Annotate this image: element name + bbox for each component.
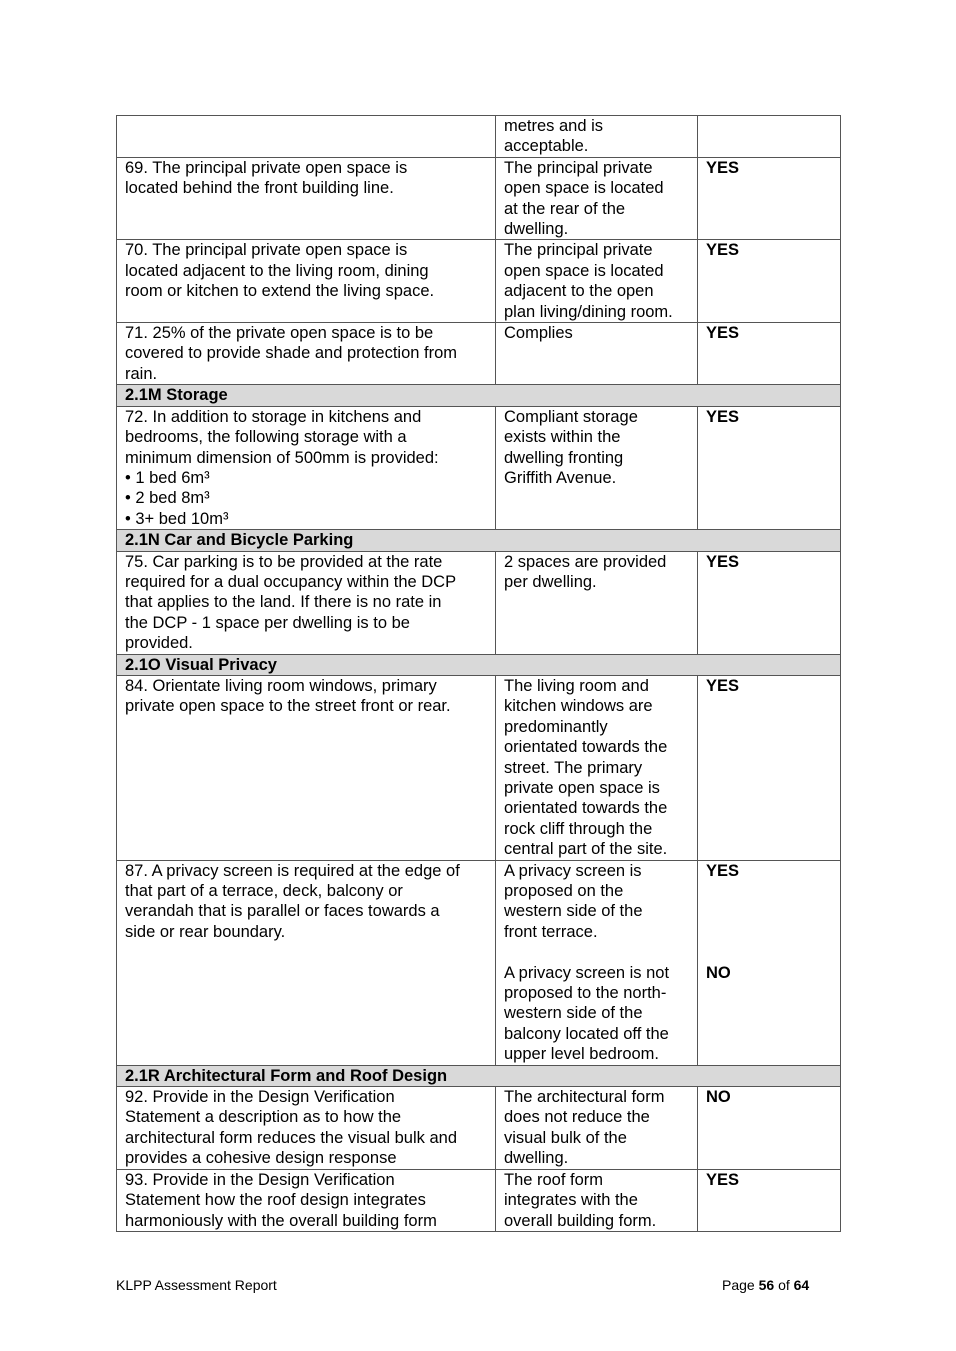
cell-text-line: 71. 25% of the private open space is to be — [125, 324, 434, 343]
comment-cell — [496, 116, 698, 158]
comment-cell — [496, 860, 698, 1065]
section-heading: 2.1O Visual Privacy — [117, 654, 841, 675]
requirement-cell — [117, 406, 496, 529]
cell-text-line: per dwelling. — [504, 572, 597, 591]
cell-text-line: dwelling. — [504, 1149, 569, 1168]
cell-text-line: room or kitchen to extend the living space. — [125, 282, 435, 301]
requirement-cell — [117, 116, 496, 158]
cell-text-line: central part of the site. — [504, 840, 668, 859]
assessment-table-body — [117, 116, 841, 1232]
cell-text-line: that part of a terrace, deck, balcony or — [125, 882, 403, 901]
compliance-cell — [698, 551, 841, 654]
cell-text-line: A privacy screen is not — [504, 963, 670, 982]
cell-text-line: The roof form — [504, 1170, 604, 1189]
compliance-cell — [698, 1087, 841, 1170]
cell-text-line: metres and is — [504, 117, 604, 135]
table-row — [117, 406, 841, 529]
comment-cell — [496, 240, 698, 323]
cell-text-line: NO — [706, 963, 731, 982]
cell-text-line: does not reduce the — [504, 1108, 650, 1127]
cell-text-line: Griffith Avenue. — [504, 468, 617, 487]
cell-text-line: located adjacent to the living room, dining — [125, 261, 429, 280]
comment-cell — [496, 406, 698, 529]
cell-text-line: minimum dimension of 500mm is provided: — [125, 448, 439, 467]
requirement-cell — [117, 675, 496, 860]
cell-text-line: verandah that is parallel or faces towards a — [125, 902, 440, 921]
section-heading-row — [117, 654, 841, 675]
table-row — [117, 675, 841, 860]
cell-text-line: dwelling fronting — [504, 448, 624, 467]
cell-text-line: orientated towards the — [504, 799, 668, 818]
comment-cell — [496, 551, 698, 654]
requirement-cell — [117, 860, 496, 1065]
cell-text-line: rain. — [125, 364, 158, 383]
cell-text-line: open space is located — [504, 179, 664, 198]
requirement-cell — [117, 551, 496, 654]
cell-text-line: NO — [706, 1088, 731, 1107]
cell-text-line: YES — [706, 324, 740, 343]
table-row — [117, 240, 841, 323]
cell-text-line: The principal private — [504, 158, 653, 177]
cell-text-line: The architectural form — [504, 1088, 665, 1107]
section-heading: 2.1M Storage — [117, 385, 841, 406]
cell-text-line: dwelling. — [504, 220, 569, 239]
compliance-cell — [698, 116, 841, 158]
cell-text-line: 92. Provide in the Design Verification — [125, 1088, 395, 1107]
blank-line — [706, 922, 832, 942]
cell-text-line: provides a cohesive design response — [125, 1149, 397, 1168]
cell-text-line: 70. The principal private open space is — [125, 241, 408, 260]
cell-text-line: The living room and — [504, 676, 649, 695]
cell-text-line: covered to provide shade and protection from — [125, 344, 458, 363]
cell-text-line: proposed to the north- — [504, 984, 667, 1003]
cell-text-line: YES — [706, 158, 740, 177]
cell-text-line: 84. Orientate living room windows, primary — [125, 676, 437, 695]
cell-text-line: open space is located — [504, 261, 664, 280]
cell-text-line: at the rear of the — [504, 199, 626, 218]
cell-text-line: harmoniously with the overall building form — [125, 1211, 437, 1230]
comment-cell — [496, 1169, 698, 1231]
cell-text-line: acceptable. — [504, 137, 589, 156]
cell-text-line: the DCP - 1 space per dwelling is to be — [125, 613, 410, 632]
blank-line — [504, 942, 689, 962]
requirement-cell — [117, 240, 496, 323]
cell-text-line: Complies — [504, 324, 573, 343]
compliance-cell — [698, 240, 841, 323]
requirement-cell — [117, 157, 496, 240]
cell-text-line: 75. Car parking is to be provided at the rate — [125, 552, 443, 571]
cell-text-line: YES — [706, 241, 740, 260]
compliance-cell — [698, 323, 841, 385]
cell-text-line: architectural form reduces the visual bulk and — [125, 1128, 457, 1147]
cell-text-line: integrates with the — [504, 1191, 638, 1210]
cell-text-line: YES — [706, 676, 740, 695]
requirement-cell — [117, 1087, 496, 1170]
compliance-cell — [698, 1169, 841, 1231]
cell-text-line: located behind the front building line. — [125, 179, 394, 198]
cell-text-line: that applies to the land. If there is no rate in — [125, 593, 442, 612]
cell-text-line: provided. — [125, 634, 193, 653]
cell-text-line: • 1 bed 6m³ — [125, 468, 210, 487]
comment-cell — [496, 157, 698, 240]
compliance-cell — [698, 860, 841, 1065]
table-row — [117, 860, 841, 1065]
section-heading-row — [117, 385, 841, 406]
cell-text-line: 93. Provide in the Design Verification — [125, 1170, 395, 1189]
cell-text-line: YES — [706, 1170, 740, 1189]
cell-text-line: 72. In addition to storage in kitchens and — [125, 407, 422, 426]
cell-text-line: western side of the — [504, 1004, 643, 1023]
cell-text-line: upper level bedroom. — [504, 1045, 660, 1064]
cell-text-line: adjacent to the open — [504, 282, 654, 301]
cell-text-line: 87. A privacy screen is required at the edge of — [125, 861, 460, 880]
cell-text-line: Statement how the roof design integrates — [125, 1191, 426, 1210]
blank-line — [706, 942, 832, 962]
cell-text-line: YES — [706, 407, 740, 426]
footer-page-of: of — [778, 1277, 790, 1293]
cell-text-line: plan living/dining room. — [504, 302, 673, 321]
cell-text-line: • 3+ bed 10m³ — [125, 509, 229, 528]
table-row — [117, 323, 841, 385]
cell-text-line: visual bulk of the — [504, 1128, 627, 1147]
cell-text-line: side or rear boundary. — [125, 922, 286, 941]
table-row — [117, 1087, 841, 1170]
table-row — [117, 116, 841, 158]
cell-text-line: orientated towards the — [504, 738, 668, 757]
footer-page-prefix: Page — [722, 1277, 755, 1293]
cell-text-line: private open space to the street front or rear. — [125, 697, 451, 716]
compliance-cell — [698, 157, 841, 240]
cell-text-line: front terrace. — [504, 922, 598, 941]
cell-text-line: The principal private — [504, 241, 653, 260]
footer-current-page: 56 — [758, 1277, 775, 1293]
compliance-cell — [698, 406, 841, 529]
footer-report-title: KLPP Assessment Report — [116, 1277, 277, 1293]
assessment-table — [116, 115, 841, 1232]
cell-text-line: proposed on the — [504, 882, 624, 901]
blank-line — [706, 901, 832, 921]
cell-text-line: kitchen windows are — [504, 697, 653, 716]
blank-line — [706, 881, 832, 901]
cell-text-line: • 2 bed 8m³ — [125, 489, 210, 508]
section-heading: 2.1N Car and Bicycle Parking — [117, 530, 841, 551]
cell-text-line: western side of the — [504, 902, 643, 921]
cell-text-line: YES — [706, 861, 740, 880]
table-row — [117, 551, 841, 654]
section-heading-row — [117, 1065, 841, 1086]
cell-text-line: Statement a description as to how the — [125, 1108, 402, 1127]
cell-text-line: Compliant storage — [504, 407, 638, 426]
table-row — [117, 157, 841, 240]
section-heading-row — [117, 530, 841, 551]
comment-cell — [496, 675, 698, 860]
comment-cell — [496, 1087, 698, 1170]
cell-text-line: balcony located off the — [504, 1024, 669, 1043]
cell-text-line: rock cliff through the — [504, 819, 653, 838]
cell-text-line: 69. The principal private open space is — [125, 158, 408, 177]
footer-page-number — [722, 1277, 809, 1293]
cell-text-line: 2 spaces are provided — [504, 552, 667, 571]
footer-total-pages: 64 — [793, 1277, 810, 1293]
section-heading: 2.1R Architectural Form and Roof Design — [117, 1065, 841, 1086]
cell-text-line: predominantly — [504, 717, 608, 736]
cell-text-line: overall building form. — [504, 1211, 657, 1230]
cell-text-line: exists within the — [504, 428, 621, 447]
cell-text-line: A privacy screen is — [504, 861, 642, 880]
compliance-cell — [698, 675, 841, 860]
cell-text-line: required for a dual occupancy within the DCP — [125, 572, 457, 591]
comment-cell — [496, 323, 698, 385]
cell-text-line: private open space is — [504, 779, 660, 797]
cell-text-line: YES — [706, 552, 740, 571]
table-row — [117, 1169, 841, 1231]
cell-text-line: street. The primary — [504, 758, 643, 777]
requirement-cell — [117, 1169, 496, 1231]
requirement-cell — [117, 323, 496, 385]
cell-text-line: bedrooms, the following storage with a — [125, 428, 407, 447]
